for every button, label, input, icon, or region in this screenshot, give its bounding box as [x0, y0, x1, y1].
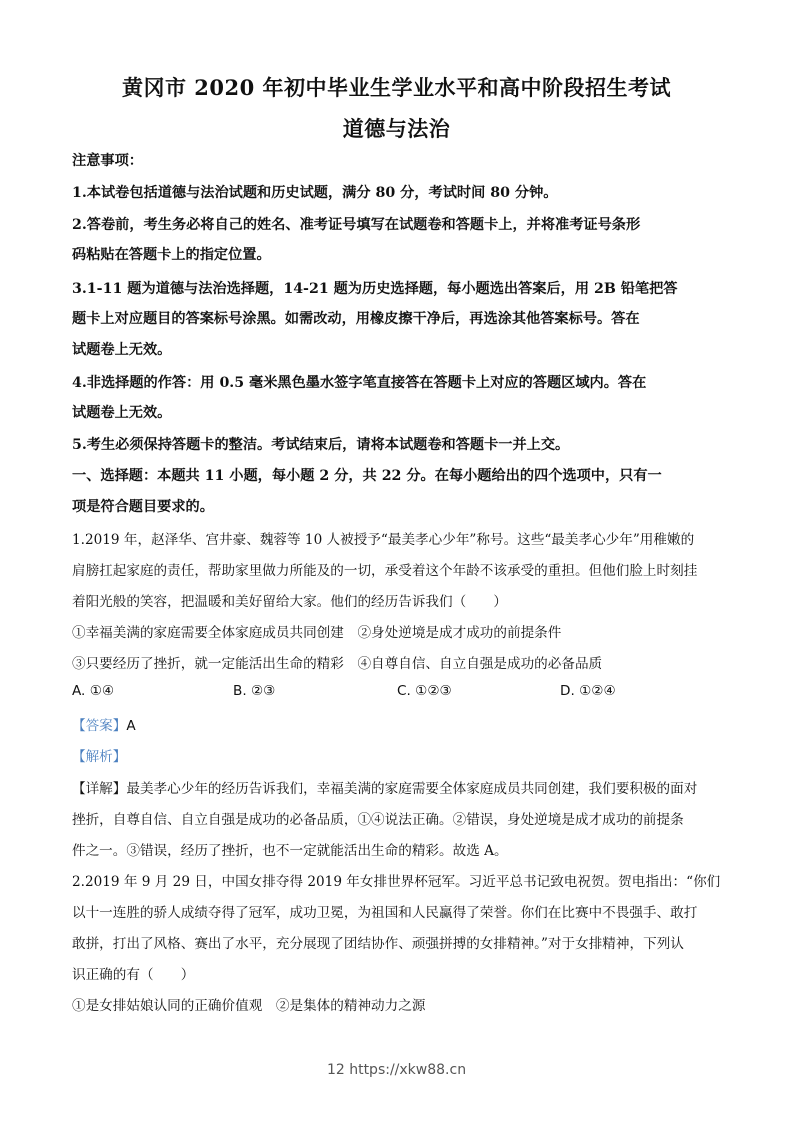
page-footer: 12 https://xkw88.cn — [326, 1062, 467, 1078]
exam-title: 黄冈市 2020 年初中毕业生学业水平和高中阶段招生考试 — [121, 75, 672, 100]
q1-detail-1: 【详解】最美孝心少年的经历告诉我们，幸福美满的家庭需要全体家庭成员共同创建，我们要积极的面对 — [72, 781, 698, 797]
q2-stem-4: 识正确的有（ ） — [72, 967, 195, 983]
q1-detail-3: 件之一。③错误，经历了挫折，也不一定就能活出生命的精彩。故选 A。 — [72, 843, 508, 859]
notice-heading: 注意事项： — [72, 153, 143, 169]
q1-answer — [72, 714, 732, 734]
q1-option-d: D. ①②④ — [560, 683, 616, 699]
notice-line-7: 4.非选择题的作答：用 0.5 毫米黑色墨水签字笔直接答在答题卡上对应的答题区域内。答在 — [72, 375, 647, 391]
q2-stem-1: 2.2019 年 9 月 29 日，中国女排夺得 2019 年女排世界杯冠军。习近平总书记致电祝贺。贺电指出：“你们 — [72, 874, 721, 890]
q2-stem-2: 以十一连胜的骄人成绩夺得了冠军，成功卫冕，为祖国和人民赢得了荣誉。你们在比赛中不畏强手、敢打 — [72, 905, 698, 921]
q1-stem-1: 1.2019 年，赵泽华、宫井豪、魏蓉等 10 人被授予“最美孝心少年”称号。这些“最美孝心少年”用稚嫩的 — [72, 532, 695, 548]
notice-line-2: 2.答卷前，考生务必将自己的姓名、准考证号填写在试题卷和答题卡上，并将准考证号条形 — [72, 217, 641, 233]
q1-statement-1: ①幸福美满的家庭需要全体家庭成员共同创建 ②身处逆境是成才成功的前提条件 — [72, 625, 562, 641]
q1-option-c: C. ①②③ — [397, 683, 452, 699]
notice-line-8: 试题卷上无效。 — [72, 405, 172, 421]
q2-stem-3: 敢拼，打出了风格、赛出了水平，充分展现了团结协作、顽强拼搏的女排精神。”对于女排精神，下列认 — [72, 936, 684, 952]
q1-stem-2: 肩膀扛起家庭的责任，帮助家里做力所能及的一切，承受着这个年龄不该承受的重担。但他们脸上时刻挂 — [72, 563, 698, 579]
notice-line-3: 码粘贴在答题卡上的指定位置。 — [72, 247, 271, 263]
notice-line-4: 3.1-11 题为道德与法治选择题，14-21 题为历史选择题，每小题选出答案后，用 2B 铅笔把答 — [72, 281, 678, 297]
q1-stem-3: 着阳光般的笑容，把温暖和美好留给大家。他们的经历告诉我们（ ） — [72, 594, 507, 610]
q1-option-b: B. ②③ — [233, 683, 276, 699]
section-heading-2: 项是符合题目要求的。 — [72, 499, 214, 515]
notice-line-9: 5.考生必须保持答题卡的整洁。考试结束后，请将本试题卷和答题卡一并上交。 — [72, 437, 570, 453]
answer-value: A — [126, 718, 136, 734]
q1-detail-2: 挫折，自尊自信、自立自强是成功的必备品质，①④说法正确。②错误，身处逆境是成才成功的前提条 — [72, 812, 684, 828]
q1-statement-2: ③只要经历了挫折，就一定能活出生命的精彩 ④自尊自信、自立自强是成功的必备品质 — [72, 656, 603, 672]
exam-subject: 道德与法治 — [342, 116, 451, 141]
answer-label: 【答案】 — [72, 718, 127, 734]
section-heading-1: 一、选择题：本题共 11 小题，每小题 2 分，共 22 分。在每小题给出的四个选项中，只有一 — [72, 468, 662, 484]
notice-line-5: 题卡上对应题目的答案标号涂黑。如需改动，用橡皮擦干净后，再选涂其他答案标号。答在 — [72, 311, 640, 327]
notice-line-6: 试题卷上无效。 — [72, 342, 172, 358]
analysis-label: 【解析】 — [72, 749, 127, 765]
notice-line-1: 1.本试卷包括道德与法治试题和历史试题，满分 80 分，考试时间 80 分钟。 — [72, 185, 558, 201]
q2-statement-1: ①是女排姑娘认同的正确价值观 ②是集体的精神动力之源 — [72, 998, 426, 1014]
q1-option-a: A. ①④ — [72, 683, 115, 699]
